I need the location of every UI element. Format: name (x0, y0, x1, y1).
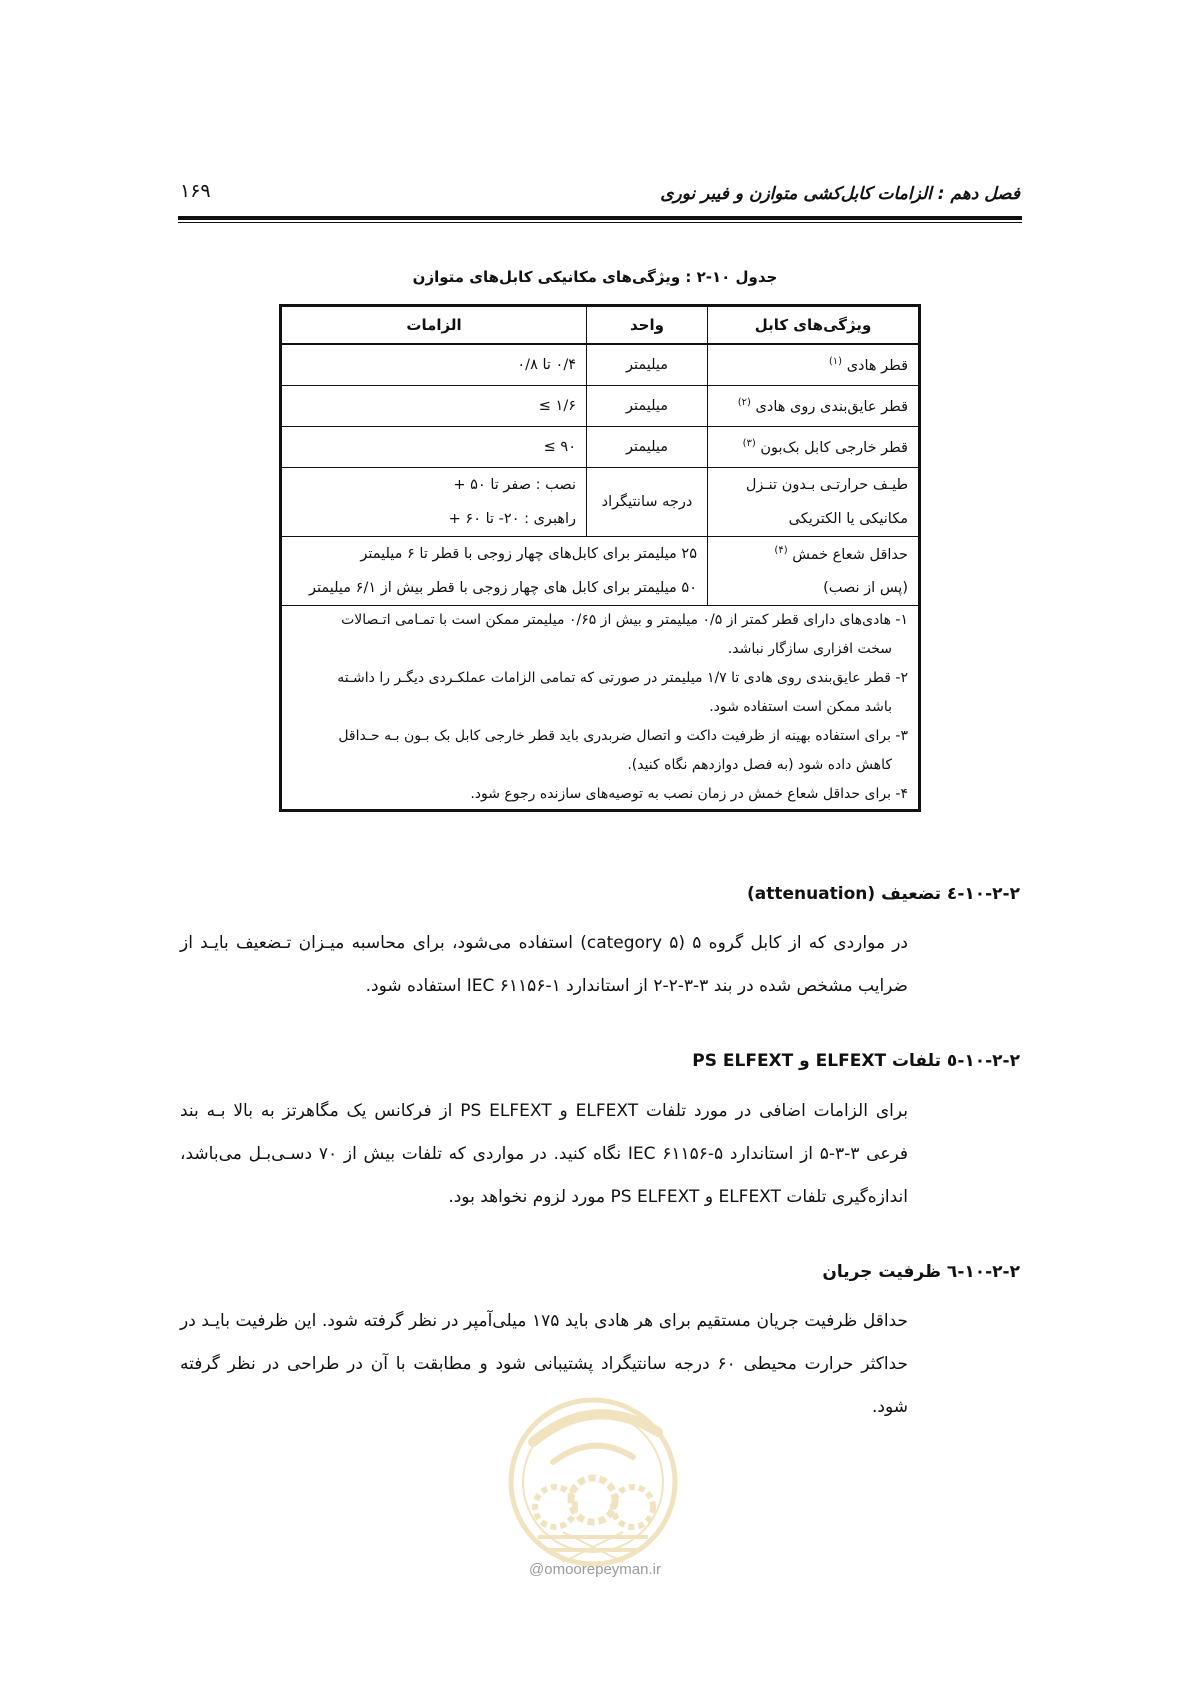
header-rule-thin (178, 222, 1022, 223)
page-header (180, 178, 1020, 212)
table-caption: جدول ۱۰-۲ : ویژگی‌های مکانیکی کابل‌های متوازن (412, 268, 778, 286)
footnote-ref: (۲) (737, 397, 751, 409)
footnote-ref: (۳) (742, 438, 756, 450)
table-notes (281, 606, 920, 811)
table-note (292, 780, 908, 809)
table-cell-requirement: ۰/۴ تا ۰/۸ (281, 344, 587, 386)
table-note-line: ۱- هادی‌های دارای قطر کمتر از ۰/۵ میلیمتر و بیش از ۰/۶۵ میلیمتر ممکن است با تمـامی اتـصالات (341, 612, 908, 628)
table-note (292, 606, 908, 664)
table-note (292, 664, 908, 722)
property-label: حداقل شعاع خمش (792, 546, 908, 563)
section-body: در مواردی که از کابل گروه ۵ (category ۵) استفاده می‌شود، برای محاسبه میـزان تـضعیف بایـد از ضرایب مشخص شده در بند ۳-۳-۲-۲ از استاندارد IEC ۶۱۱۵۶-۱ استفاده شود. (180, 933, 908, 996)
section-body: حداقل ظرفیت جریان مستقیم برای هر هادی باید ۱۷۵ میلی‌آمپر در نظر گرفته شود. این ظرفیت بایـد در حداکثر حرارت محیطی ۶۰ درجه سانتیگراد پشتیبانی شود و مطابقت با آن در طراحی در نظر گرفته شود. (180, 1311, 908, 1417)
table-row-bend-radius (281, 537, 920, 572)
table-row (281, 386, 920, 427)
table-note-line: ۲- قطر عایق‌بندی روی هادی تا ۱/۷ میلیمتر در صورتی که تمامی الزامات عملکـردی دیگـر را داشـته (337, 670, 908, 686)
table-notes-row (281, 606, 920, 811)
table-cell-requirement: راهبری : ۲۰- تا ۶۰ + (281, 502, 587, 537)
table-row (281, 427, 920, 468)
section-number: ۱۰-۲-۲-٥ (946, 1051, 1020, 1071)
table-header-row (281, 306, 920, 345)
watermark-text: @omoorepeyman.ir (529, 1561, 661, 1578)
section-heading (180, 1262, 1020, 1282)
property-label: قطر خارجی کابل بک‌بون (760, 439, 908, 456)
chapter-title: فصل دهم : الزامات کابل‌کشی متوازن و فیبر نوری (660, 184, 1020, 204)
table-cell-requirement: نصب : صفر تا ۵۰ + (281, 468, 587, 503)
footnote-ref: (۱) (828, 356, 843, 368)
section-number: ۱۰-۲-۲-٤ (946, 884, 1020, 904)
table-cell-property (708, 344, 920, 386)
table-note-line: سخت افزاری سازگار نباشد. (727, 641, 892, 657)
seal-logo-icon (493, 1372, 693, 1582)
table-cell-property: مکانیکی یا الکتریکی (708, 502, 920, 537)
table-cell-unit: میلیمتر (587, 386, 708, 427)
table-note-line: ۴- برای حداقل شعاع خمش در زمان نصب به توصیه‌های سازنده رجوع شود. (470, 786, 908, 802)
table-cell-property: (پس از نصب) (708, 571, 920, 606)
table-cell-requirement: ۱/۶ ≥ (281, 386, 587, 427)
section-heading (180, 1051, 1020, 1071)
property-label: قطر هادی (846, 357, 908, 374)
section-title: ظرفیت جریان (822, 1262, 941, 1282)
property-label: قطر عایق‌بندی روی هادی (755, 398, 908, 415)
spec-table (279, 304, 921, 812)
table-note-line: باشد ممکن است استفاده شود. (709, 699, 892, 715)
table-cell-property (708, 386, 920, 427)
table-row (281, 344, 920, 386)
table-cell-requirement: ۵۰ میلیمتر برای کابل های چهار زوجی با قطر بیش از ۶/۱ میلیمتر (281, 571, 708, 606)
header-rule-thick (178, 216, 1022, 220)
section-title: تلفات ELFEXT و PS ELFEXT (692, 1051, 941, 1071)
column-header-requirement: الزامات (281, 306, 587, 345)
table-note-line: کاهش داده شود (به فصل دوازدهم نگاه کنید). (627, 757, 892, 773)
table-cell-property (708, 427, 920, 468)
page-number: ۱۶۹ (180, 180, 211, 202)
column-header-unit: واحد (587, 306, 708, 345)
footnote-ref: (۴) (774, 545, 788, 557)
table-cell-requirement: ۲۵ میلیمتر برای کابل‌های چهار زوجی با قطر تا ۶ میلیمتر (281, 537, 708, 572)
section-heading (180, 884, 1020, 904)
section-title: تضعیف (attenuation) (746, 884, 941, 904)
table-cell-unit: درجه سانتیگراد (587, 468, 708, 537)
column-header-property: ویژگی‌های کابل (708, 306, 920, 345)
table-row-temperature (281, 468, 920, 503)
section-body: برای الزامات اضافی در مورد تلفات ELFEXT و PS ELFEXT از فرکانس یک مگاهرتز به بالا بـه بند فرعی ۳-۳-۵ از استاندارد IEC ۶۱۱۵۶-۵ نگاه کنید. در مواردی که تلفات بیش از ۷۰ دسـی‌بـل می‌باشد، اندازه‌گیری تلفات ELFEXT و PS ELFEXT مورد لزوم نخواهد بود. (180, 1101, 908, 1207)
table-cell-requirement: ۹۰ ≥ (281, 427, 587, 468)
table-cell-property: طیـف حرارتـی بـدون تنـزل (708, 468, 920, 503)
table-note (292, 722, 908, 780)
section-number: ۱۰-۲-۲-٦ (946, 1262, 1020, 1282)
table-row-bend-radius-cont (281, 571, 920, 606)
table-cell-property (708, 537, 920, 572)
table-cell-unit: میلیمتر (587, 344, 708, 386)
table-cell-unit: میلیمتر (587, 427, 708, 468)
table-note-line: ۳- برای استفاده بهینه از ظرفیت داکت و اتصال ضربدری باید قطر خارجی کابل بک بـون بـه حـداقل (338, 728, 908, 744)
